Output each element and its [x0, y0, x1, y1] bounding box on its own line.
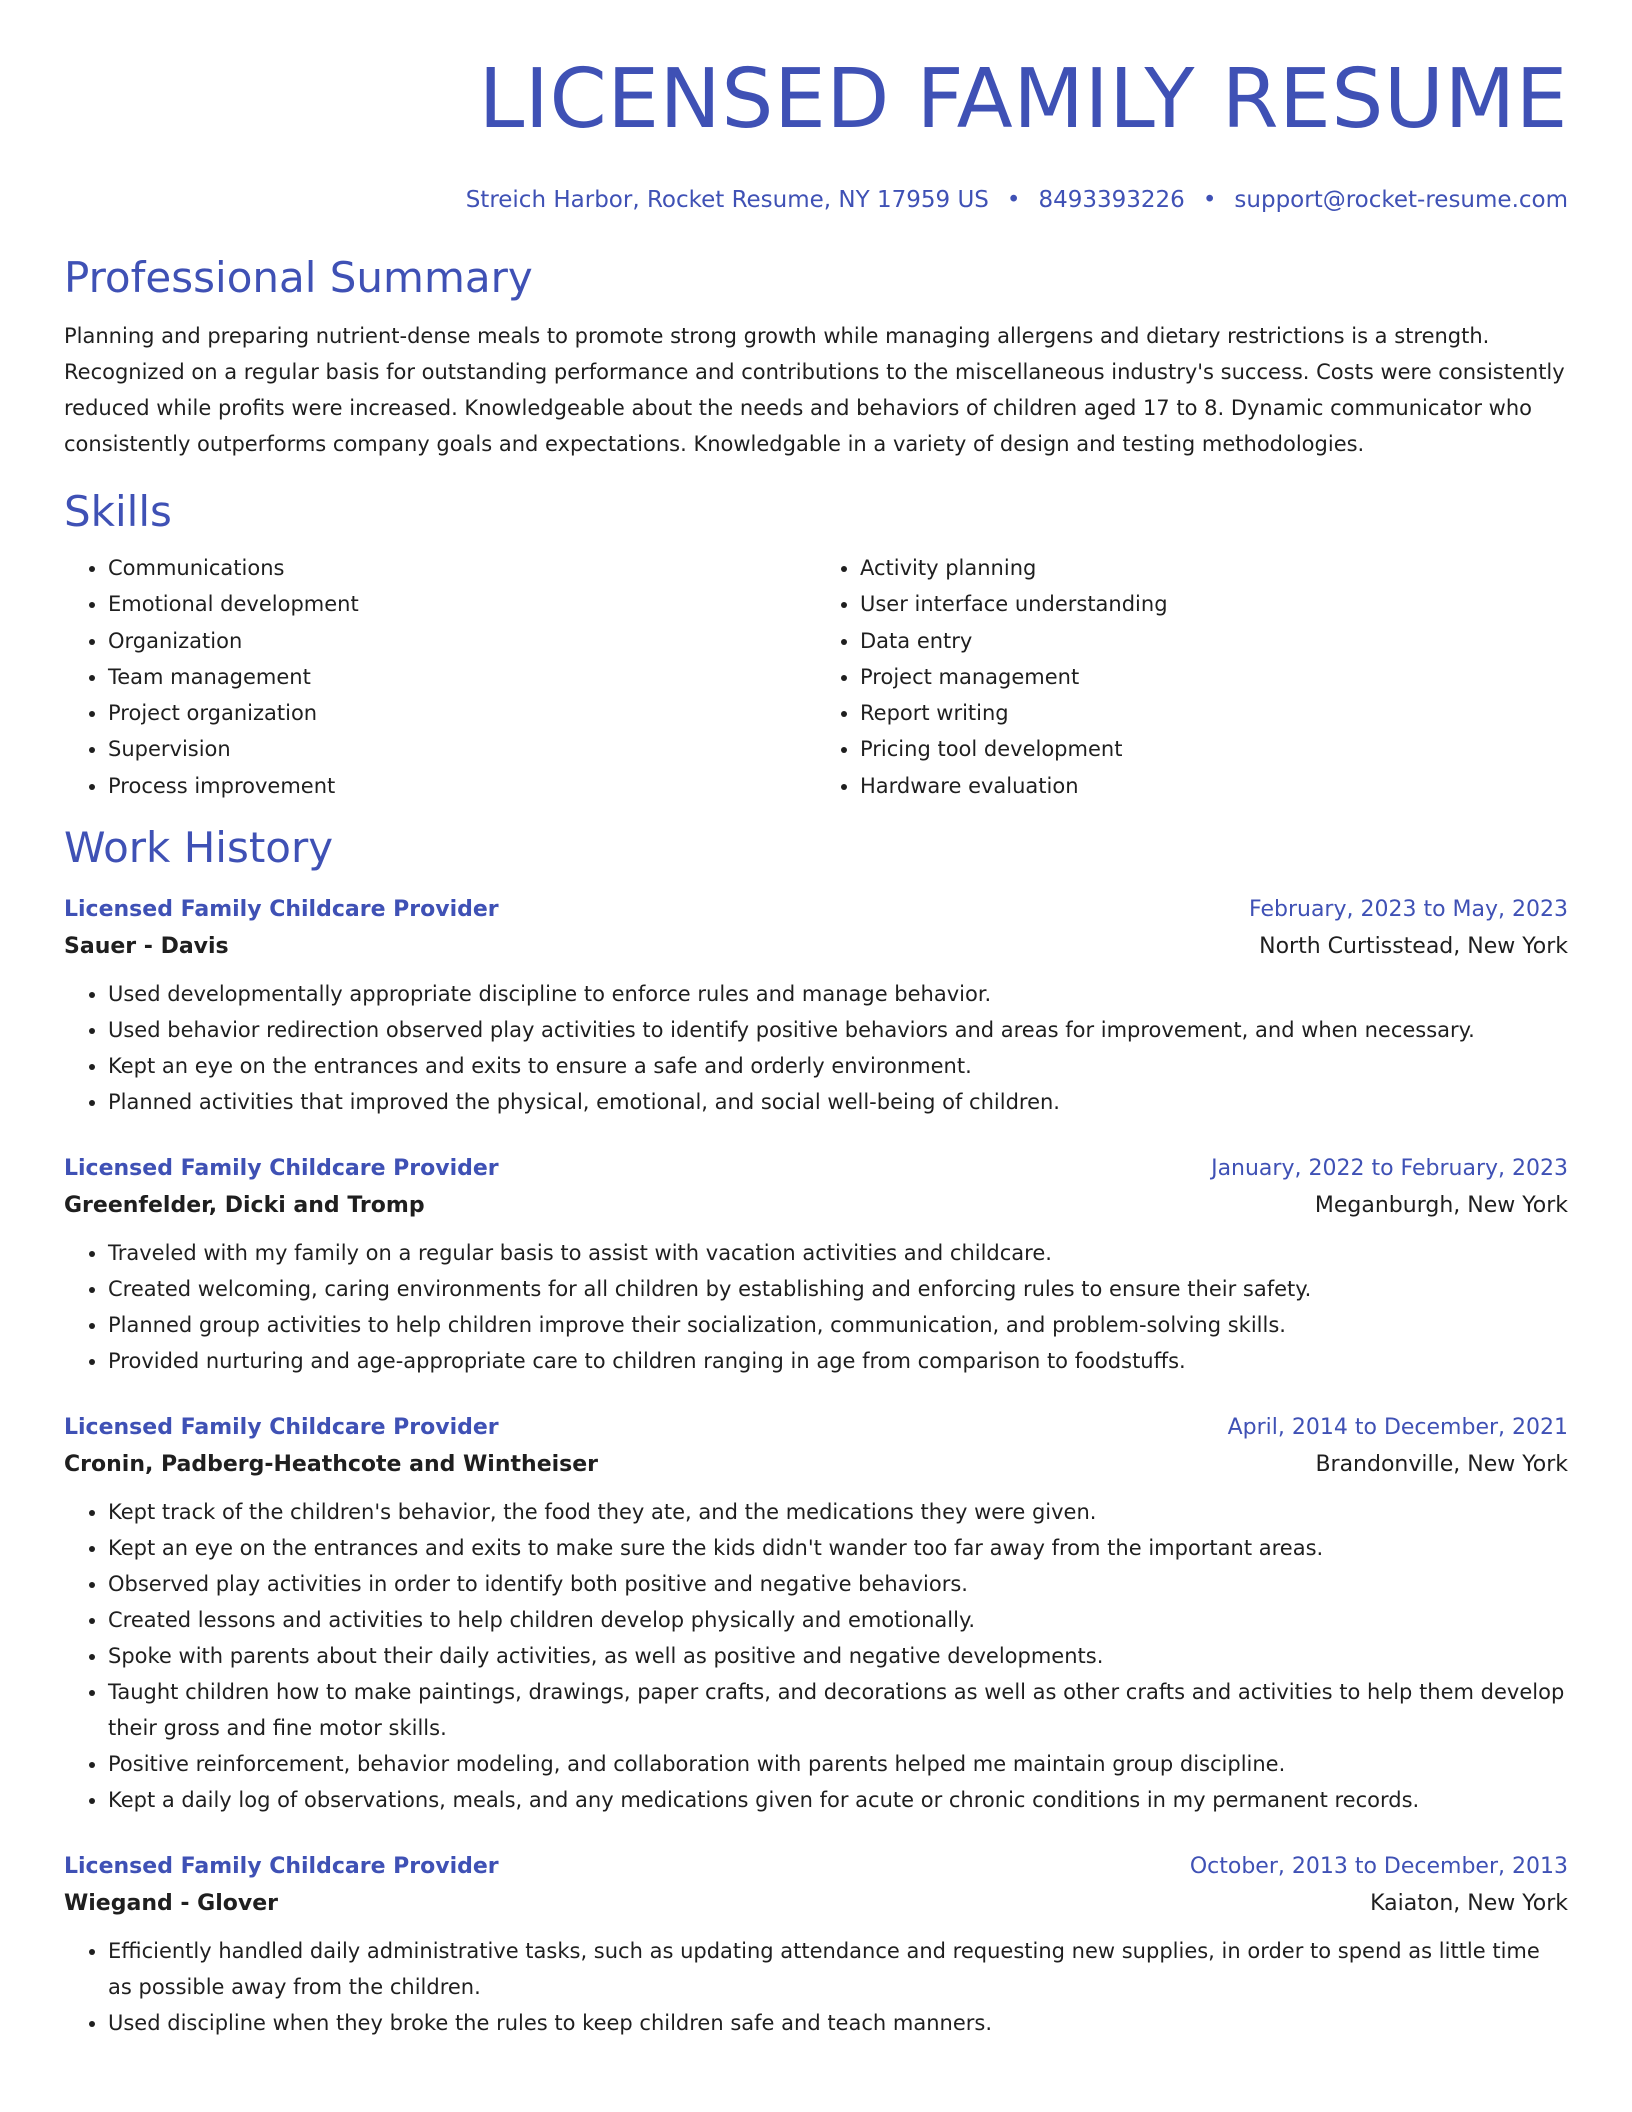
job-bullet: • Traveled with my family on a regular basis to assist with vacation activities and childcare.: [108, 1235, 1568, 1271]
job-bullet: • Spoke with parents about their daily activities, as well as positive and negative developments.: [108, 1638, 1568, 1674]
job-location: North Curtisstead, New York: [1259, 934, 1568, 960]
job-bullet: • Provided nurturing and age-appropriate care to children ranging in age from comparison to foodstuffs.: [108, 1343, 1568, 1379]
job-bullet: • Kept track of the children's behavior, the food they ate, and the medications they were given.: [108, 1494, 1568, 1530]
job-bullets: [64, 1494, 1568, 1818]
contact-email: support@rocket-resume.com: [1234, 187, 1568, 213]
job-header-row: [64, 892, 1568, 928]
job-company: Wiegand - Glover: [64, 1891, 279, 1917]
contact-phone: 8493393226: [1038, 187, 1185, 213]
skills-list-right: [816, 550, 1568, 804]
skill-item: • Report writing: [860, 695, 1568, 731]
summary-heading: Professional Summary: [64, 253, 533, 302]
job-company-row: [64, 928, 1568, 966]
job-header-row: [64, 1410, 1568, 1446]
job-location: Kaiaton, New York: [1370, 1891, 1568, 1917]
resume-title: LICENSED FAMILY RESUME: [478, 52, 1568, 147]
job-company: Cronin, Padberg-Heathcote and Wintheiser: [64, 1452, 599, 1478]
job-entry: [64, 1410, 1568, 1818]
job-bullet: • Created lessons and activities to help children develop physically and emotionally.: [108, 1602, 1568, 1638]
skill-item: • Project organization: [108, 695, 816, 731]
job-company-row: [64, 1885, 1568, 1923]
job-company: Greenfelder, Dicki and Tromp: [64, 1193, 425, 1219]
skill-item: • Emotional development: [108, 586, 816, 622]
job-bullet: • Positive reinforcement, behavior modeling, and collaboration with parents helped me maintain group discipline.: [108, 1746, 1568, 1782]
job-title: Licensed Family Childcare Provider: [64, 897, 499, 923]
skill-item: • Supervision: [108, 731, 816, 767]
job-bullet: • Used discipline when they broke the rules to keep children safe and teach manners.: [108, 2005, 1568, 2041]
job-company-row: [64, 1446, 1568, 1484]
contact-line: [64, 184, 1568, 216]
skill-item: • Team management: [108, 659, 816, 695]
job-bullet: • Used behavior redirection observed play activities to identify positive behaviors and areas for improvement, and when necessary.: [108, 1012, 1568, 1048]
skill-item: • Organization: [108, 623, 816, 659]
job-bullets: [64, 1235, 1568, 1379]
job-bullet: • Kept an eye on the entrances and exits to ensure a safe and orderly environment.: [108, 1048, 1568, 1084]
job-bullet: • Taught children how to make paintings, drawings, paper crafts, and decorations as well as other crafts and activities to help them develop their gross and fine motor skills.: [108, 1674, 1568, 1746]
job-title: Licensed Family Childcare Provider: [64, 1415, 499, 1441]
job-dates: October, 2013 to December, 2013: [1189, 1854, 1568, 1880]
contact-separator: •: [1006, 187, 1021, 213]
skill-item: • Communications: [108, 550, 816, 586]
job-bullet: • Used developmentally appropriate discipline to enforce rules and manage behavior.: [108, 976, 1568, 1012]
skill-item: • Data entry: [860, 623, 1568, 659]
job-dates: February, 2023 to May, 2023: [1249, 897, 1568, 923]
job-dates: April, 2014 to December, 2021: [1227, 1415, 1568, 1441]
skills-heading: Skills: [64, 487, 172, 536]
job-company: Sauer - Davis: [64, 934, 229, 960]
skill-item: • Pricing tool development: [860, 731, 1568, 767]
job-entry: [64, 892, 1568, 1120]
job-bullet: • Kept an eye on the entrances and exits to make sure the kids didn't wander too far away from the important areas.: [108, 1530, 1568, 1566]
job-bullet: • Efficiently handled daily administrative tasks, such as updating attendance and requesting new supplies, in order to spend as little time as possible away from the children.: [108, 1933, 1568, 2005]
job-entry: [64, 1849, 1568, 2041]
job-bullets: [64, 976, 1568, 1120]
job-header-row: [64, 1151, 1568, 1187]
job-location: Meganburgh, New York: [1314, 1193, 1568, 1219]
work-history-heading: Work History: [64, 823, 334, 873]
skills-grid: [64, 550, 1568, 804]
job-entry: [64, 1151, 1568, 1379]
contact-address: Streich Harbor, Rocket Resume, NY 17959 US: [465, 187, 989, 213]
job-bullet: • Planned group activities to help children improve their socialization, communication, and problem-solving skills.: [108, 1307, 1568, 1343]
contact-separator: •: [1202, 187, 1217, 213]
summary-text: Planning and preparing nutrient-dense meals to promote strong growth while managing allergens and dietary restrictions is a strength. Recognized on a regular basis for outstanding performance and contributions to the miscellaneous industry's success. Costs were consistently reduced while profits were increased. Knowledgeable about the needs and behaviors of children aged 17 to 8. Dynamic communicator who consistently outperforms company goals and expectations. Knowledgable in a variety of design and testing methodologies.: [64, 324, 1565, 456]
skill-item: • Activity planning: [860, 550, 1568, 586]
job-dates: January, 2022 to February, 2023: [1211, 1156, 1568, 1182]
skill-item: • Process improvement: [108, 768, 816, 804]
skill-item: • Project management: [860, 659, 1568, 695]
job-bullet: • Observed play activities in order to identify both positive and negative behaviors.: [108, 1566, 1568, 1602]
job-location: Brandonville, New York: [1315, 1452, 1568, 1478]
job-bullet: • Created welcoming, caring environments for all children by establishing and enforcing rules to ensure their safety.: [108, 1271, 1568, 1307]
job-bullet: • Planned activities that improved the physical, emotional, and social well-being of children.: [108, 1084, 1568, 1120]
skill-item: • User interface understanding: [860, 586, 1568, 622]
job-header-row: [64, 1849, 1568, 1885]
skill-item: • Hardware evaluation: [860, 768, 1568, 804]
job-bullet: • Kept a daily log of observations, meals, and any medications given for acute or chronic conditions in my permanent records.: [108, 1782, 1568, 1818]
skills-list-left: [64, 550, 816, 804]
job-bullets: [64, 1933, 1568, 2041]
job-title: Licensed Family Childcare Provider: [64, 1156, 499, 1182]
job-title: Licensed Family Childcare Provider: [64, 1854, 499, 1880]
job-company-row: [64, 1187, 1568, 1225]
